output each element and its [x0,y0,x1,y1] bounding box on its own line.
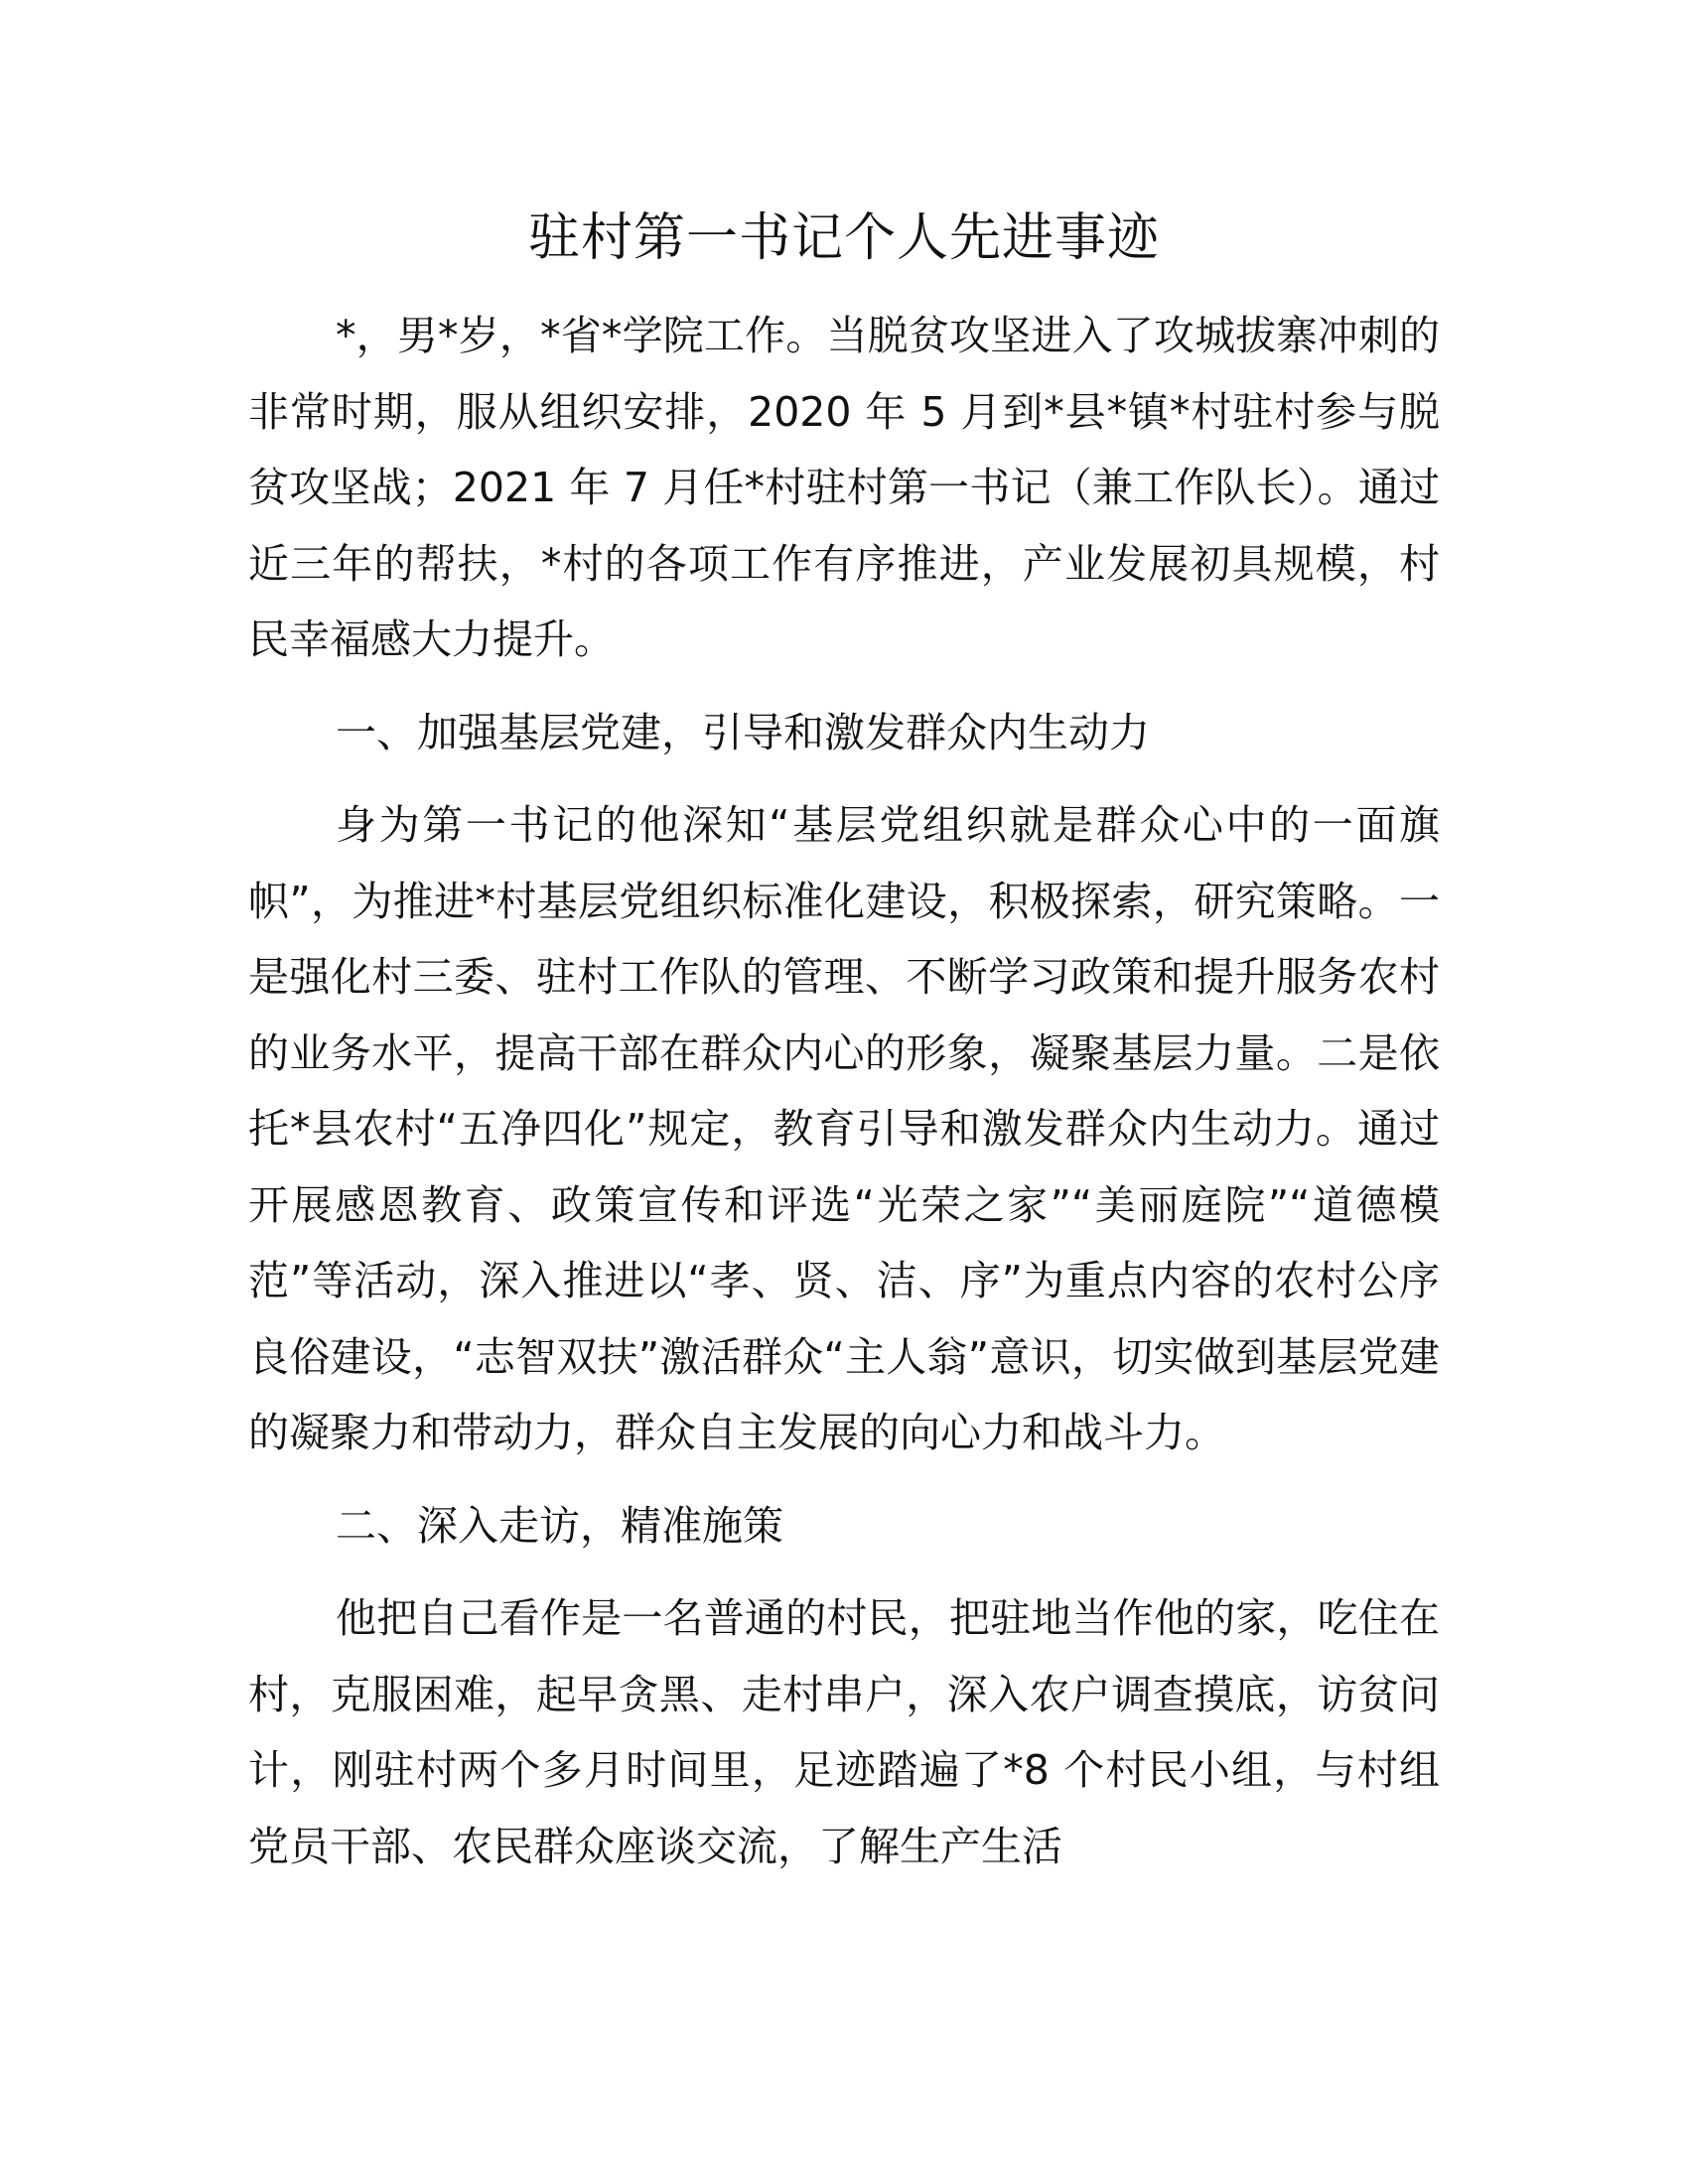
document-title: 驻村第一书记个人先进事迹 [527,208,1160,268]
section-heading-1: 一、加强基层党建，引导和激发群众内生动力 [336,708,1150,756]
paragraph-party-building: 身为第一书记的他深知“基层党组织就是群众心中的一面旗帜”，为推进*村基层党组织标准化建设，积极探索，研究策略。一是强化村三委、驻村工作队的管理、不断学习政策和提升服务农村的业务水平，提高干部在群众内心的形象，凝聚基层力量。二是依托*县农村“五净四化”规定，教育引导和激发群众内生动力。通过开展感恩教育、政策宣传和评选“光荣之家”“美丽庭院”“道德模范”等活动，深入推进以“孝、贤、洁、序”为重点内容的农村公序良俗建设，“志智双扶”激活群众“主人翁”意识，切实做到基层党建的凝聚力和带动力，群众自主发展的向心力和战斗力。 [248,801,1440,1456]
paragraph-intro: *，男*岁，*省*学院工作。当脱贫攻坚进入了攻城拔寨冲刺的非常时期，服从组织安排，2020 年 5 月到*县*镇*村驻村参与脱贫攻坚战；2021 年 7 月任*村驻村第一书记（兼工作队长）。通过近三年的帮扶，*村的各项工作有序推进，产业发展初具规模，村民幸福感大力提升。 [248,312,1440,663]
paragraph-visits: 他把自己看作是一名普通的村民，把驻地当作他的家，吃住在村，克服困难，起早贪黑、走村串户，深入农户调查摸底，访贫问计，刚驻村两个多月时间里，足迹踏遍了*8 个村民小组，与村组党员干部、农民群众座谈交流，了解生产生活 [248,1594,1440,1870]
document-body [248,298,1440,1884]
section-heading-2: 二、深入走访，精准施策 [336,1501,783,1550]
